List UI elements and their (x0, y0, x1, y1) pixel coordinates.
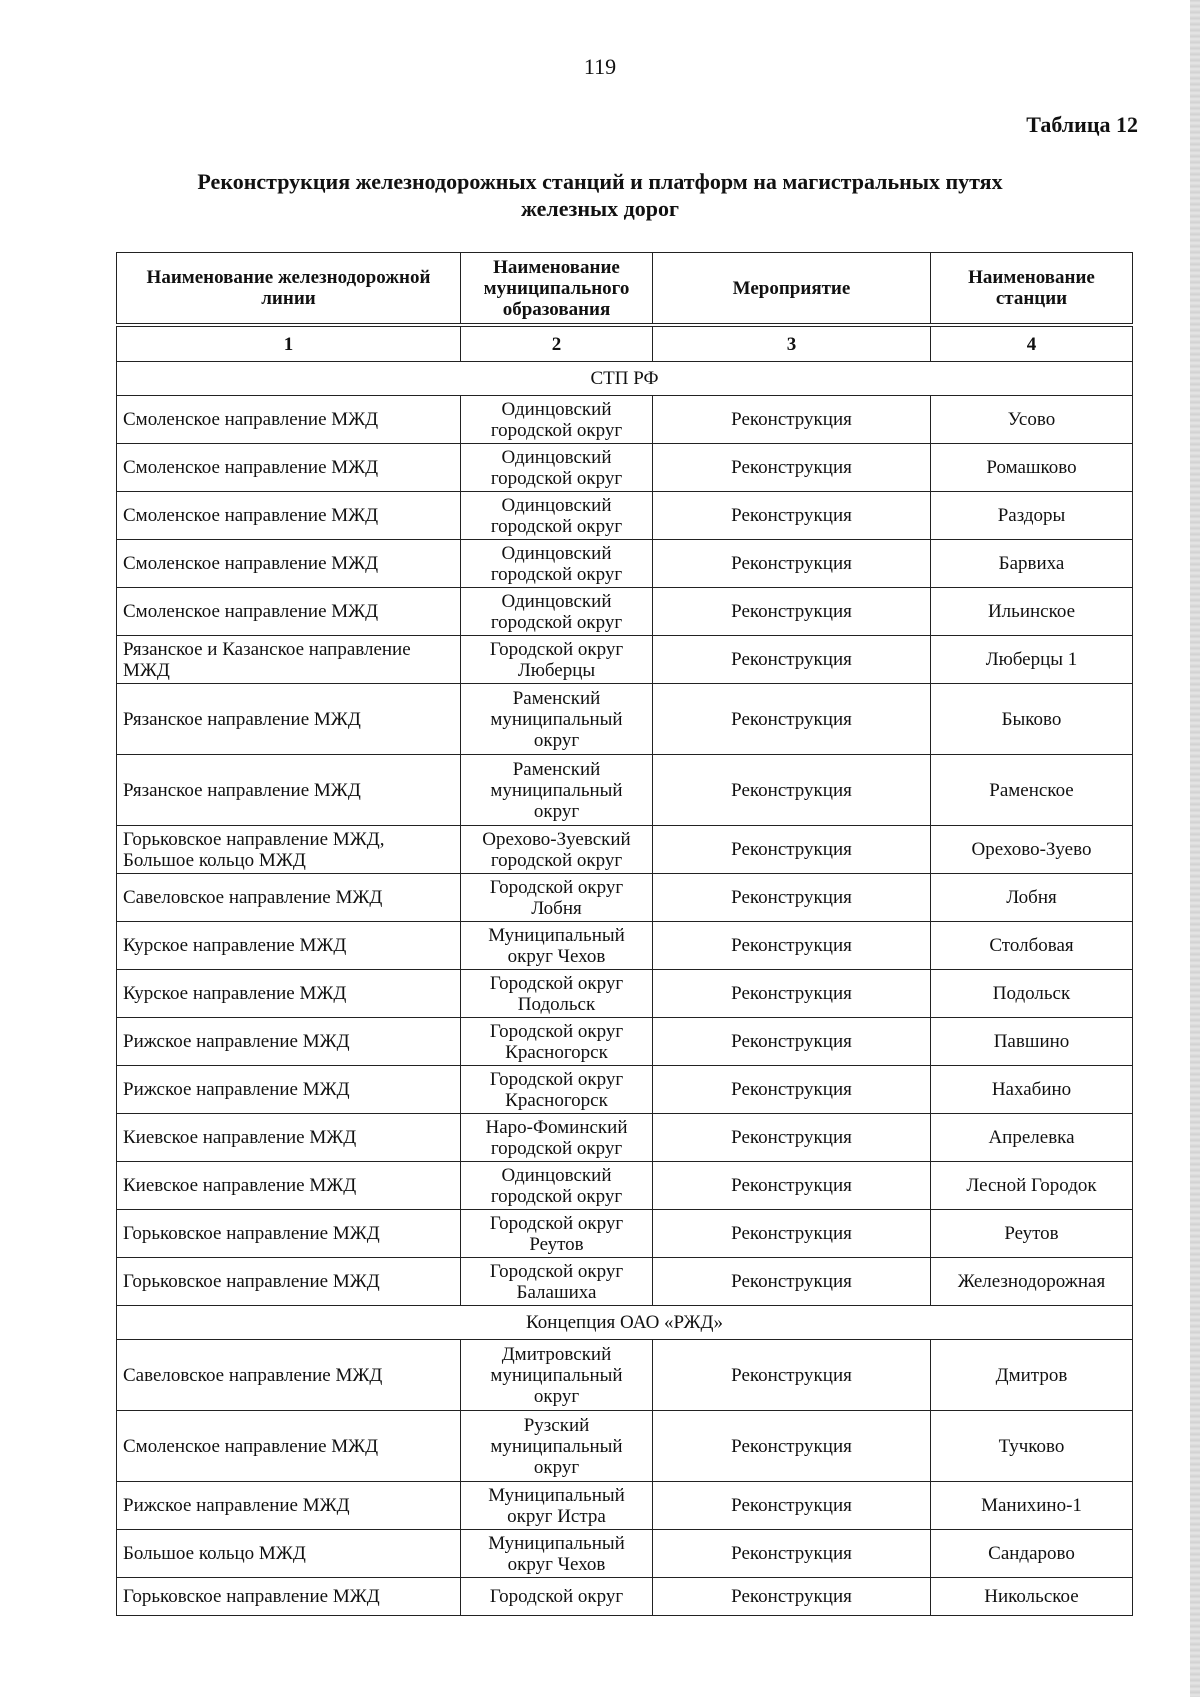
line-cell: Смоленское направление МЖД (117, 492, 461, 540)
station-cell: Апрелевка (931, 1114, 1133, 1162)
municipality-cell: Одинцовский городской округ (461, 396, 653, 444)
table-row (117, 1578, 1133, 1616)
table-row (117, 588, 1133, 636)
action-cell: Реконструкция (653, 755, 931, 826)
municipality-cell: Муниципальный округ Истра (461, 1482, 653, 1530)
station-cell: Ильинское (931, 588, 1133, 636)
table-row (117, 444, 1133, 492)
action-cell: Реконструкция (653, 636, 931, 684)
municipality-cell: Городской округ Люберцы (461, 636, 653, 684)
title-line-2: железных дорог (520, 196, 680, 221)
line-cell: Рязанское направление МЖД (117, 755, 461, 826)
table-row (117, 1210, 1133, 1258)
station-cell: Сандарово (931, 1530, 1133, 1578)
line-cell: Киевское направление МЖД (117, 1162, 461, 1210)
station-cell: Лобня (931, 874, 1133, 922)
municipality-cell: Одинцовский городской округ (461, 492, 653, 540)
station-cell: Раздоры (931, 492, 1133, 540)
municipality-cell: Городской округ Красногорск (461, 1018, 653, 1066)
line-cell: Горьковское направление МЖД (117, 1258, 461, 1306)
table-row (117, 1114, 1133, 1162)
line-cell: Смоленское направление МЖД (117, 588, 461, 636)
line-cell: Горьковское направление МЖД, Большое кольцо МЖД (117, 826, 461, 874)
section-title: СТП РФ (117, 362, 1133, 396)
action-cell: Реконструкция (653, 1530, 931, 1578)
document-title (150, 168, 1050, 222)
table-row (117, 1482, 1133, 1530)
municipality-cell: Городской округ (461, 1578, 653, 1616)
municipality-cell: Муниципальный округ Чехов (461, 922, 653, 970)
action-cell: Реконструкция (653, 444, 931, 492)
column-number-row (117, 325, 1133, 362)
station-cell: Барвиха (931, 540, 1133, 588)
header-station: Наименование станции (931, 253, 1133, 326)
station-cell: Манихино-1 (931, 1482, 1133, 1530)
municipality-cell: Городской округ Подольск (461, 970, 653, 1018)
action-cell: Реконструкция (653, 1482, 931, 1530)
table-row (117, 684, 1133, 755)
line-cell: Савеловское направление МЖД (117, 874, 461, 922)
line-cell: Киевское направление МЖД (117, 1114, 461, 1162)
station-cell: Никольское (931, 1578, 1133, 1616)
table-row (117, 1340, 1133, 1411)
municipality-cell: Городской округ Красногорск (461, 1066, 653, 1114)
station-cell: Раменское (931, 755, 1133, 826)
municipality-cell: Городской округ Лобня (461, 874, 653, 922)
municipality-cell: Орехово-Зуевский городской округ (461, 826, 653, 874)
line-cell: Рязанское направление МЖД (117, 684, 461, 755)
column-number: 2 (461, 325, 653, 362)
action-cell: Реконструкция (653, 1258, 931, 1306)
table-row (117, 874, 1133, 922)
line-cell: Савеловское направление МЖД (117, 1340, 461, 1411)
table-row (117, 970, 1133, 1018)
station-cell: Железнодорожная (931, 1258, 1133, 1306)
municipality-cell: Муниципальный округ Чехов (461, 1530, 653, 1578)
header-action: Мероприятие (653, 253, 931, 326)
line-cell: Курское направление МЖД (117, 970, 461, 1018)
column-number: 3 (653, 325, 931, 362)
action-cell: Реконструкция (653, 1340, 931, 1411)
column-number: 1 (117, 325, 461, 362)
table-row (117, 396, 1133, 444)
station-cell: Быково (931, 684, 1133, 755)
table-row (117, 492, 1133, 540)
table-header-row (117, 253, 1133, 326)
table-row (117, 636, 1133, 684)
line-cell: Курское направление МЖД (117, 922, 461, 970)
stations-table (116, 252, 1133, 1616)
municipality-cell: Городской округ Балашиха (461, 1258, 653, 1306)
line-cell: Рязанское и Казанское направление МЖД (117, 636, 461, 684)
column-number: 4 (931, 325, 1133, 362)
action-cell: Реконструкция (653, 684, 931, 755)
action-cell: Реконструкция (653, 540, 931, 588)
municipality-cell: Раменский муниципальный округ (461, 684, 653, 755)
station-cell: Усово (931, 396, 1133, 444)
action-cell: Реконструкция (653, 1411, 931, 1482)
station-cell: Лесной Городок (931, 1162, 1133, 1210)
action-cell: Реконструкция (653, 826, 931, 874)
station-cell: Ромашково (931, 444, 1133, 492)
table-row (117, 1258, 1133, 1306)
line-cell: Рижское направление МЖД (117, 1482, 461, 1530)
line-cell: Смоленское направление МЖД (117, 396, 461, 444)
action-cell: Реконструкция (653, 922, 931, 970)
action-cell: Реконструкция (653, 1162, 931, 1210)
action-cell: Реконструкция (653, 1210, 931, 1258)
table-label: Таблица 12 (1026, 112, 1138, 137)
municipality-cell: Раменский муниципальный округ (461, 755, 653, 826)
table-row (117, 826, 1133, 874)
section-row (117, 1306, 1133, 1340)
table-row (117, 1018, 1133, 1066)
action-cell: Реконструкция (653, 1018, 931, 1066)
line-cell: Горьковское направление МЖД (117, 1578, 461, 1616)
line-cell: Смоленское направление МЖД (117, 444, 461, 492)
station-cell: Дмитров (931, 1340, 1133, 1411)
scan-edge (1190, 0, 1200, 1697)
action-cell: Реконструкция (653, 1578, 931, 1616)
action-cell: Реконструкция (653, 1114, 931, 1162)
station-cell: Подольск (931, 970, 1133, 1018)
line-cell: Смоленское направление МЖД (117, 540, 461, 588)
action-cell: Реконструкция (653, 588, 931, 636)
municipality-cell: Одинцовский городской округ (461, 588, 653, 636)
station-cell: Тучково (931, 1411, 1133, 1482)
station-cell: Столбовая (931, 922, 1133, 970)
line-cell: Горьковское направление МЖД (117, 1210, 461, 1258)
municipality-cell: Одинцовский городской округ (461, 444, 653, 492)
table-row (117, 1530, 1133, 1578)
station-cell: Люберцы 1 (931, 636, 1133, 684)
action-cell: Реконструкция (653, 970, 931, 1018)
table-row (117, 1411, 1133, 1482)
municipality-cell: Рузский муниципальный округ (461, 1411, 653, 1482)
action-cell: Реконструкция (653, 1066, 931, 1114)
line-cell: Рижское направление МЖД (117, 1018, 461, 1066)
table-row (117, 1066, 1133, 1114)
municipality-cell: Одинцовский городской округ (461, 540, 653, 588)
municipality-cell: Наро-Фоминский городской округ (461, 1114, 653, 1162)
municipality-cell: Дмитровский муниципальный округ (461, 1340, 653, 1411)
table-row (117, 755, 1133, 826)
title-line-1: Реконструкция железнодорожных станций и платформ на магистральных путях (197, 169, 1003, 194)
station-cell: Нахабино (931, 1066, 1133, 1114)
section-title: Концепция ОАО «РЖД» (117, 1306, 1133, 1340)
header-line: Наименование железнодорожной линии (117, 253, 461, 326)
table-row (117, 1162, 1133, 1210)
line-cell: Смоленское направление МЖД (117, 1411, 461, 1482)
table-row (117, 540, 1133, 588)
table-row (117, 922, 1133, 970)
page-number: 119 (583, 54, 617, 79)
line-cell: Рижское направление МЖД (117, 1066, 461, 1114)
action-cell: Реконструкция (653, 874, 931, 922)
header-municipality: Наименование муниципального образования (461, 253, 653, 326)
station-cell: Павшино (931, 1018, 1133, 1066)
section-row (117, 362, 1133, 396)
municipality-cell: Городской округ Реутов (461, 1210, 653, 1258)
municipality-cell: Одинцовский городской округ (461, 1162, 653, 1210)
action-cell: Реконструкция (653, 396, 931, 444)
action-cell: Реконструкция (653, 492, 931, 540)
station-cell: Реутов (931, 1210, 1133, 1258)
station-cell: Орехово-Зуево (931, 826, 1133, 874)
line-cell: Большое кольцо МЖД (117, 1530, 461, 1578)
